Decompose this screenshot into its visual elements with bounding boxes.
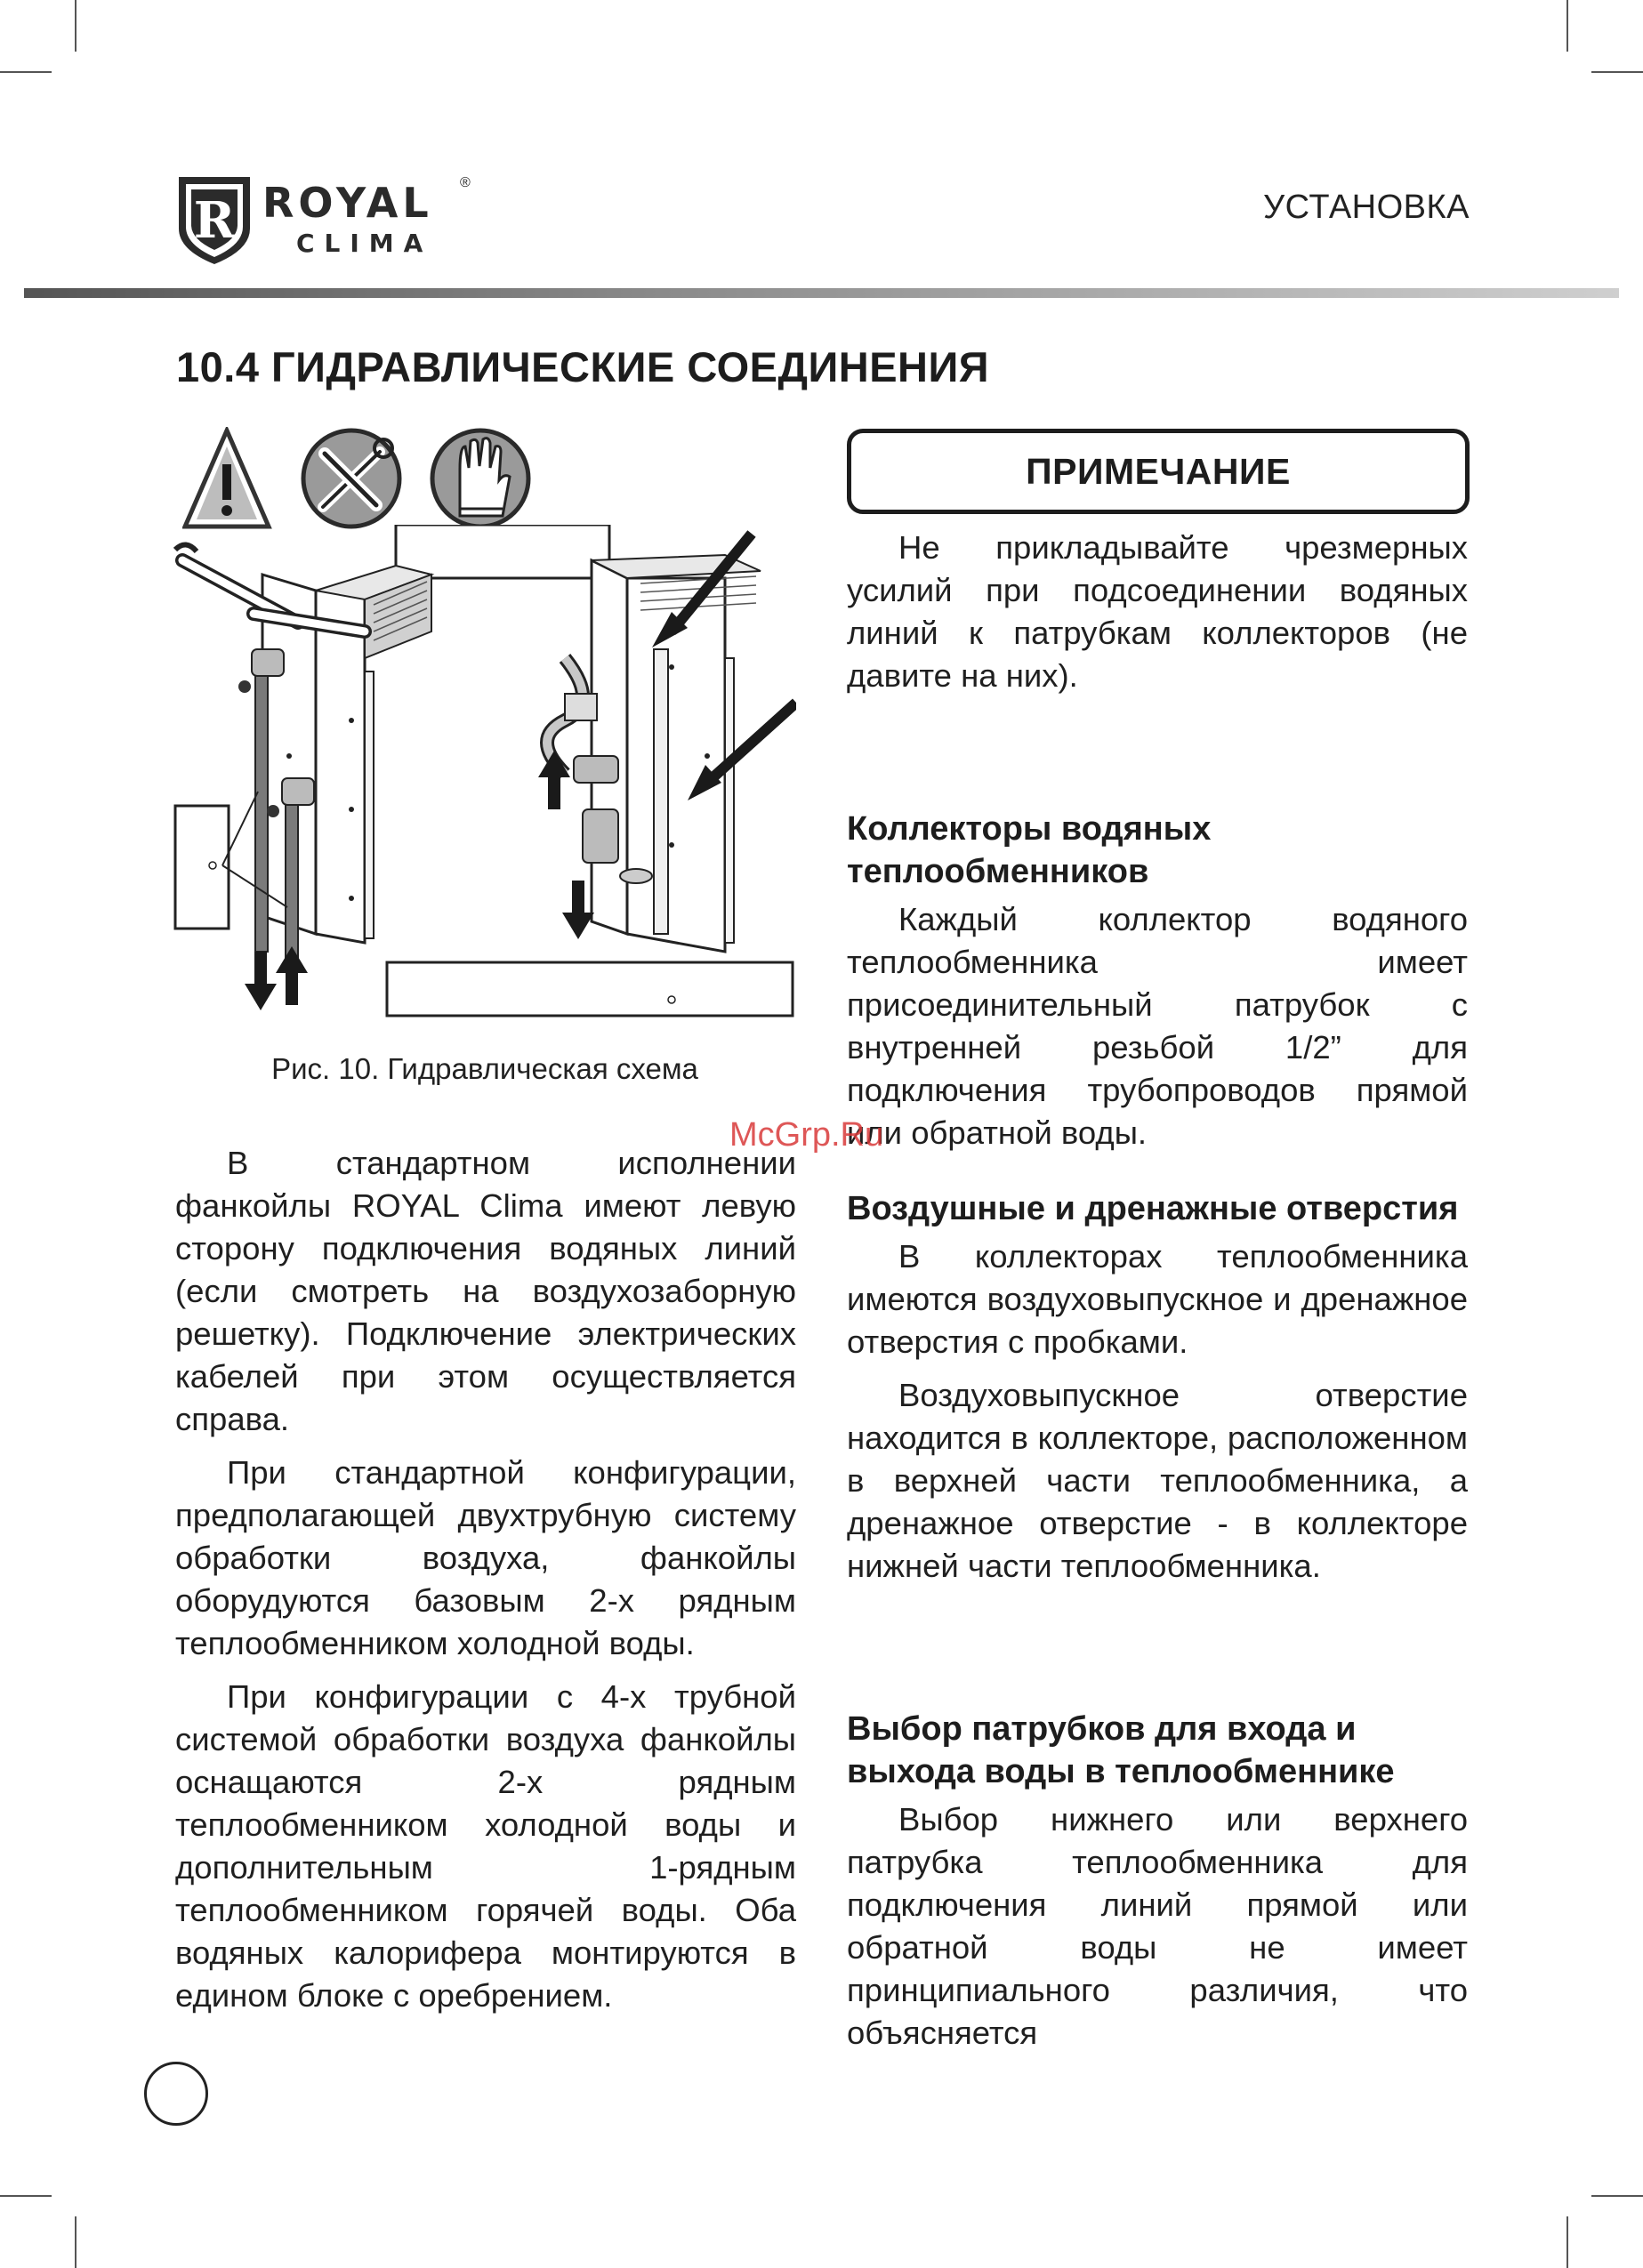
crop-mark xyxy=(1591,2195,1643,2197)
page-number-marker xyxy=(144,2062,208,2126)
brand-sub: CLIMA xyxy=(296,229,433,258)
page-title: 10.4 ГИДРАВЛИЧЕСКИЕ СОЕДИНЕНИЯ xyxy=(176,343,990,390)
diagram-label-box-top xyxy=(396,525,609,578)
registered-mark: ® xyxy=(460,175,471,190)
crop-mark xyxy=(1591,71,1643,73)
diagram-label-box-left xyxy=(175,806,229,929)
body-paragraph: Воздуховыпускное отверстие находится в коллекторе, расположенном в верхней части теплообменника, а дренажное отверстие - в коллекторе нижней части теплообменника. xyxy=(847,1377,1468,1584)
brand-logo xyxy=(173,173,494,271)
warning-triangle-icon xyxy=(185,430,269,527)
left-column xyxy=(175,1142,796,2028)
note-text: Не прикладывайте чрезмерных усилий при подсоединении водяных линий к патрубкам коллекторов (не давите на них). xyxy=(847,529,1468,694)
section-heading: Коллекторы водяных теплообменников xyxy=(847,810,1212,890)
section-collectors xyxy=(847,808,1468,1165)
crop-mark xyxy=(0,2195,52,2197)
body-paragraph: Выбор нижнего или верхнего патрубка теплообменника для подключения линий прямой или обратной воды не имеет принципиального различия, что объясняется xyxy=(847,1801,1468,2051)
tools-icon xyxy=(303,430,399,527)
fan-coil-right xyxy=(538,534,796,952)
crop-mark xyxy=(75,2216,77,2268)
body-paragraph: Каждый коллектор водяного теплообменника имеет присоединительный патрубок с внутренней резьбой 1/2” для подключения трубопроводов прямой или обратной воды. xyxy=(847,901,1468,1151)
note-text-block xyxy=(847,527,1468,708)
section-air-drain xyxy=(847,1187,1468,1598)
body-paragraph: При конфигурации с 4-х трубной системой обработки воздуха фанкойлы оснащаются 2-х рядным теплообменником холодной воды и дополнительным 1-рядным теплообменником горячей воды. Оба водяных калорифера монтируются в едином блоке с оребрением. xyxy=(175,1678,796,2014)
crop-mark xyxy=(1566,2216,1568,2268)
gloves-icon xyxy=(432,430,528,527)
figure-caption: Рис. 10. Гидравлическая схема xyxy=(271,1052,698,1085)
crop-mark xyxy=(1566,0,1568,52)
body-paragraph: В коллекторах теплообменника имеются воздуховыпускное и дренажное отверстия с пробками. xyxy=(847,1238,1468,1360)
shield-letter: R xyxy=(193,191,236,250)
crop-mark xyxy=(75,0,77,52)
crop-mark xyxy=(0,71,52,73)
shield-icon xyxy=(173,173,255,266)
diagram-label-box-bottom xyxy=(387,962,793,1016)
fan-coil-left xyxy=(175,544,431,1010)
body-paragraph: При стандартной конфигурации, предполагающей двухтрубную систему обработки воздуха, фанкойлы оборудуются базовым 2-х рядным теплообменником холодной воды. xyxy=(175,1454,796,1661)
section-heading: Воздушные и дренажные отверстия xyxy=(847,1190,1459,1227)
watermark: McGrp.Ru xyxy=(729,1116,884,1154)
brand-name: ROYAL xyxy=(262,179,433,227)
header-divider xyxy=(24,288,1619,298)
note-heading: ПРИМЕЧАНИЕ xyxy=(847,429,1470,514)
safety-icons xyxy=(182,427,538,534)
section-heading: Выбор патрубков для входа и выхода воды в теплообменнике xyxy=(847,1710,1395,1790)
hydraulic-diagram xyxy=(173,525,796,1023)
section-label: УСТАНОВКА xyxy=(1263,189,1470,226)
section-pipe-selection xyxy=(847,1708,1468,2065)
body-paragraph: В стандартном исполнении фанкойлы ROYAL Clima имеют левую сторону подключения водяных линий (если смотреть на воздухозаборную решетку). Подключение электрических кабелей при этом осуществляется справа. xyxy=(175,1145,796,1437)
